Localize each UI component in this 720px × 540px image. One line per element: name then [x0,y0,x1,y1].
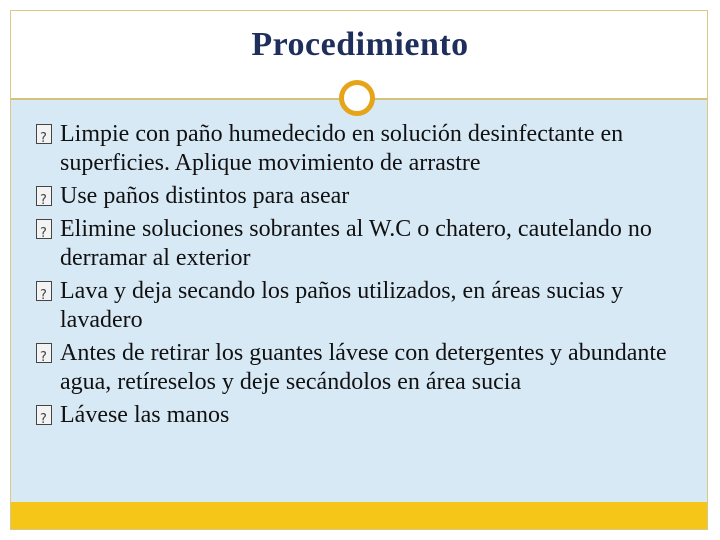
missing-glyph-box-icon [36,186,52,206]
bullet-text: Lávese las manos [60,402,230,428]
bullet-text: Elimine soluciones sobrantes al W.C o chatero, cautelando no derramar al exterior [60,216,652,271]
bullet-item [36,215,696,273]
bottom-accent-bar [11,502,707,529]
bullet-item [36,120,696,178]
bullet-text: Antes de retirar los guantes lávese con detergentes y abundante agua, retíreselos y deje secándolos en área sucia [60,340,667,395]
bullet-item [36,339,696,397]
slide-title: Procedimiento [251,26,469,63]
bullet-item [36,401,696,430]
bullet-text: Use paños distintos para asear [60,183,350,209]
missing-glyph-box-icon [36,219,52,239]
missing-glyph-box-icon [36,405,52,425]
bullet-item [36,182,696,211]
missing-glyph-box-icon [36,343,52,363]
bullet-text: Limpie con paño humedecido en solución desinfectante en superficies. Aplique movimiento de arrastre [60,121,624,176]
missing-glyph-box-icon [36,124,52,144]
ring-icon [339,80,375,116]
bullet-list [36,120,696,434]
bullet-text: Lava y deja secando los paños utilizados, en áreas sucias y lavadero [60,278,624,333]
missing-glyph-box-icon [36,281,52,301]
bullet-item [36,277,696,335]
